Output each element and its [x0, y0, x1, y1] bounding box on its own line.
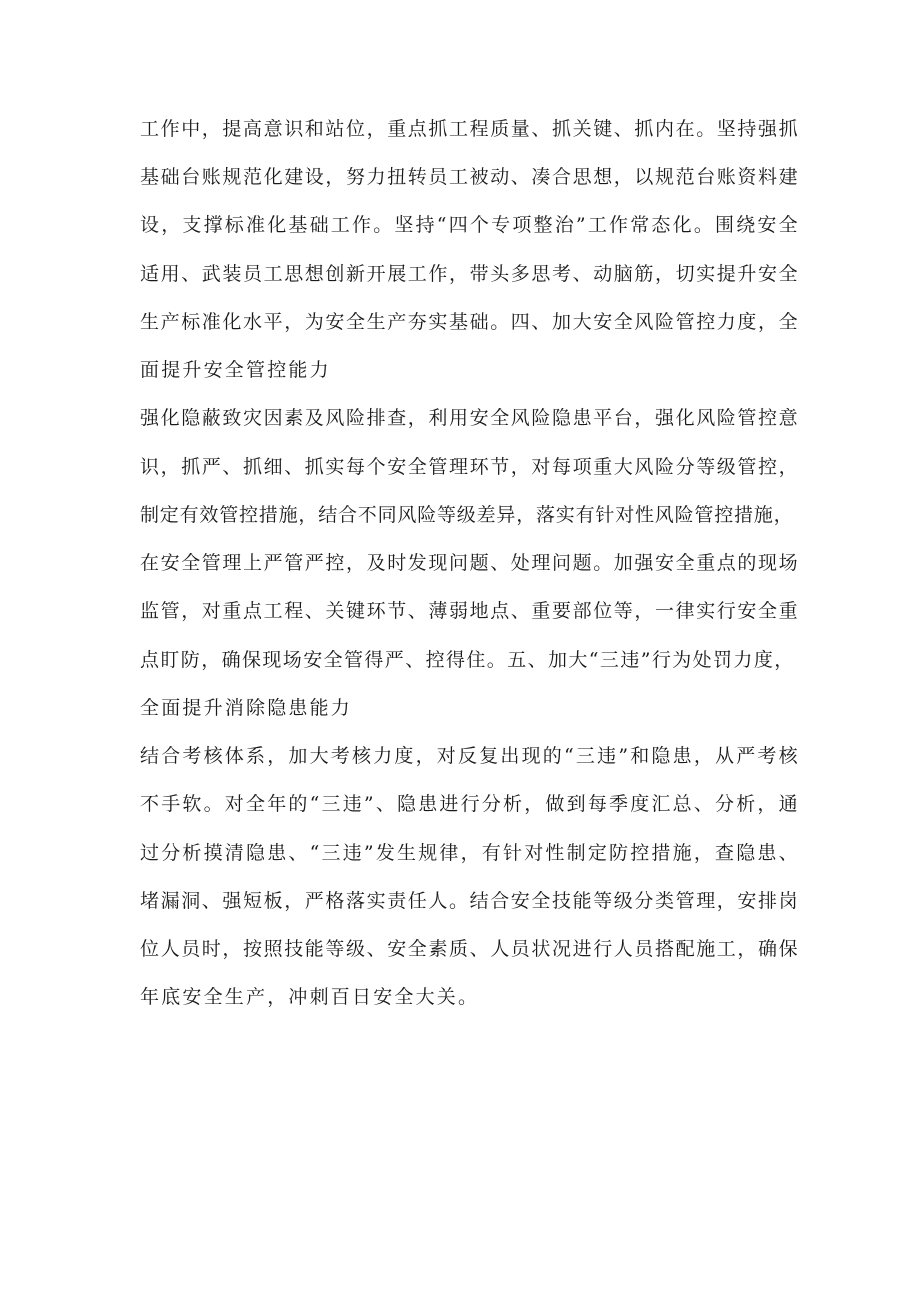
text-line: 点盯防，确保现场安全管得严、控得住。五、加大“三违”行为处罚力度，	[140, 649, 795, 671]
text-line: 过分析摸清隐患、“三违”发生规律，有针对性制定防控措施，查隐患、	[140, 842, 800, 864]
text-line: 监管，对重点工程、关键环节、薄弱地点、重要部位等，一律实行安全重	[140, 600, 800, 622]
section-heading-tail: 面提升安全管控能力	[140, 359, 331, 381]
text-line: 强化隐蔽致灾因素及风险排查，利用安全风险隐患平台，强化风险管控意	[140, 407, 800, 429]
text-line: 适用、武装员工思想创新开展工作，带头多思考、动脑筋，切实提升安全	[140, 263, 800, 285]
section-heading-tail: 全面提升消除隐患能力	[140, 697, 353, 719]
text-line: 堵漏洞、强短板，严格落实责任人。结合安全技能等级分类管理，安排岗	[140, 890, 800, 912]
text-line: 位人员时，按照技能等级、安全素质、人员状况进行人员搭配施工，确保	[140, 938, 800, 960]
text-line: 制定有效管控措施，结合不同风险等级差异，落实有针对性风险管控措施，	[140, 504, 794, 526]
text-line: 设，支撑标准化基础工作。坚持“四个专项整治”工作常态化。围绕安全	[140, 214, 800, 236]
text-line: 不手软。对全年的“三违”、隐患进行分析，做到每季度汇总、分析，通	[140, 793, 800, 815]
text-line: 结合考核体系，加大考核力度，对反复出现的“三违”和隐患，从严考核	[140, 745, 800, 767]
text-line: 生产标准化水平，为安全生产夯实基础。四、加大安全风险管控力度，全	[140, 311, 800, 333]
text-line: 在安全管理上严管严控，及时发现问题、处理问题。加强安全重点的现场	[140, 552, 800, 574]
text-line: 工作中，提高意识和站位，重点抓工程质量、抓关键、抓内在。坚持强抓	[140, 118, 800, 140]
text-line: 年底安全生产，冲刺百日安全大关。	[140, 986, 480, 1008]
text-line: 基础台账规范化建设，努力扭转员工被动、凑合思想，以规范台账资料建	[140, 166, 800, 188]
text-line: 识，抓严、抓细、抓实每个安全管理环节，对每项重大风险分等级管控，	[140, 456, 800, 478]
